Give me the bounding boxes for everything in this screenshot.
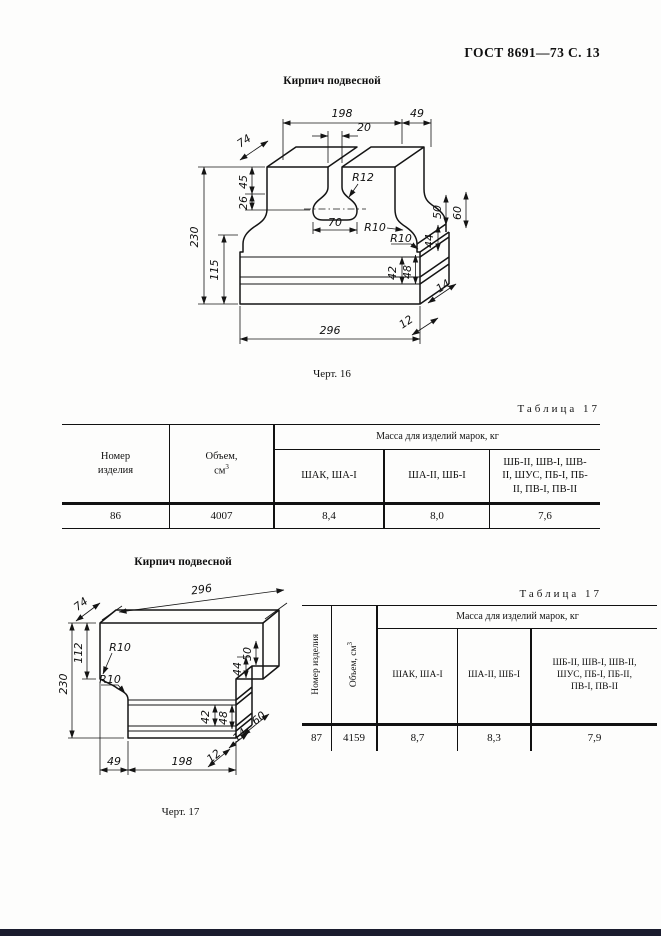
dim-74: 74 [234, 131, 254, 151]
dim-198: 198 [331, 107, 353, 120]
table-b-row-m3: 7,9 [532, 723, 657, 751]
leader-r12 [349, 184, 358, 197]
dim-44: 44 [423, 234, 436, 248]
figure16-caption: Черт. 16 [313, 368, 351, 380]
figure16-title: Кирпич подвесной [283, 75, 381, 87]
dim-r12: R12 [352, 171, 374, 184]
table-a-row-m2: 8,0 [385, 502, 490, 529]
dim-12-line [412, 318, 438, 335]
dim-49: 49 [410, 107, 424, 120]
dim2-60: 60 [249, 708, 269, 728]
dim-296: 296 [319, 324, 341, 337]
dim2-r10b: R10 [99, 673, 121, 686]
fig17-extension-lines [68, 603, 287, 775]
table-b-label: Таблица 17 [519, 588, 602, 600]
table-a-col-volume: Объем, $см^3$ [170, 424, 275, 502]
dim-70: 70 [328, 216, 342, 229]
table-b-col-volume: Объем, $см^3$ [332, 605, 378, 723]
table-b-mark2: ША-II, ШБ-I [458, 629, 532, 723]
dim2-49: 49 [107, 755, 121, 768]
table-b-row-m2: 8,3 [458, 723, 532, 751]
dim-12: 12 [396, 312, 416, 332]
dim2-230: 230 [57, 673, 70, 695]
figure17-drawing [58, 573, 303, 791]
table-a-row-number: 86 [62, 502, 170, 529]
figure16-drawing [182, 92, 482, 364]
dim-20: 20 [357, 121, 371, 134]
dim2-44: 44 [231, 662, 244, 676]
table-a-mass-header: Масса для изделий марок, кг [275, 424, 600, 450]
dim-45: 45 [237, 175, 250, 189]
table-a-mark1: ШАК, ША-I [275, 450, 385, 502]
dim2-14: 14 [230, 725, 250, 745]
table-a [62, 424, 600, 529]
dim2-12: 12 [204, 746, 224, 766]
dim-115: 115 [208, 259, 221, 281]
table-a-row-volume: 4007 [170, 502, 275, 529]
table-b [302, 605, 657, 751]
dim2-112: 112 [72, 642, 85, 664]
figure17-caption: Черт. 17 [161, 806, 200, 818]
page-bottom-edge [0, 929, 661, 936]
table-a-mark3: ШБ-II, ШВ-I, ШВ-II, ШУС, ПБ-I, ПБ-II, ПВ-I, ПВ-II [502, 457, 588, 495]
dim2-42: 42 [199, 710, 212, 724]
table-b-col-number: Номер изделия [302, 605, 332, 723]
dim-230: 230 [188, 226, 201, 248]
table-b-row-number: 87 [302, 723, 332, 751]
page-header: ГОСТ 8691—73 С. 13 [464, 45, 600, 60]
dim-r10a: R10 [364, 221, 386, 234]
dim2-198: 198 [171, 755, 193, 768]
table-b-mark3: ШБ-II, ШВ-I, ШВ-II, ШУС, ПБ-I, ПБ-II, ПВ-I, ПВ-II [552, 658, 637, 692]
dim-42: 42 [386, 266, 399, 280]
dim2-48: 48 [217, 711, 230, 725]
table-a-row-m1: 8,4 [275, 502, 385, 529]
table-a-label: Таблица 17 [517, 403, 600, 415]
dim2-74: 74 [71, 594, 91, 614]
table-b-mass-header: Масса для изделий марок, кг [378, 605, 657, 629]
dim2-50: 50 [241, 647, 254, 661]
dim2-r10a: R10 [109, 641, 131, 654]
dim-r10b: R10 [390, 232, 412, 245]
table-b-row-m1: 8,7 [378, 723, 458, 751]
dim-50: 50 [431, 205, 444, 219]
leader2-r10a [103, 653, 112, 674]
table-a-row-m3: 7,6 [490, 502, 600, 529]
dim-26: 26 [237, 196, 250, 210]
table-a-col-number: Номер изделия [62, 424, 170, 502]
leader-r10a [387, 228, 403, 230]
table-a-mark2: ША-II, ШБ-I [385, 450, 490, 502]
dim-60: 60 [451, 206, 464, 220]
dim-14: 14 [433, 276, 453, 296]
dim-48: 48 [401, 265, 414, 279]
figure17-title: Кирпич подвесной [134, 556, 232, 568]
table-b-row-volume: 4159 [332, 723, 378, 751]
table-b-mark1: ШАК, ША-I [378, 629, 458, 723]
dim2-296: 296 [190, 581, 213, 598]
